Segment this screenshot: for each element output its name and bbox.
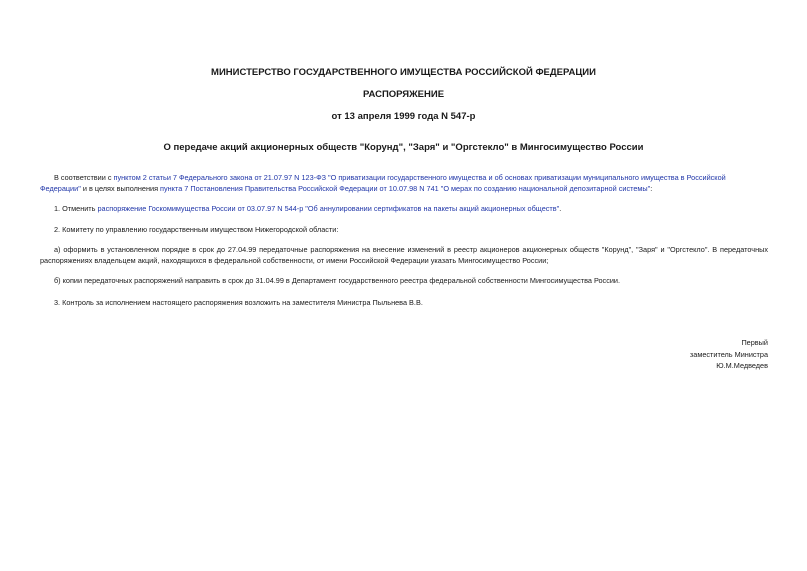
item-1-paragraph: [40, 203, 768, 214]
preamble-text: :: [650, 184, 653, 193]
document-title: О передаче акций акционерных обществ "Корунд", "Заря" и "Оргстекло" в Мингосимущество России: [163, 142, 644, 153]
item-1-text: .: [559, 204, 562, 213]
preamble-paragraph: [40, 172, 768, 194]
item-2b-paragraph: б) копии передаточных распоряжений направить в срок до 31.04.99 в Департамент государственного реестра федеральной собственности Мингосимущества России.: [54, 276, 621, 285]
item-1-text: 1. Отменить: [54, 204, 98, 213]
item-2-paragraph: 2. Комитету по управлению государственным имуществом Нижегородской области:: [54, 225, 339, 234]
government-resolution-link[interactable]: пункта 7 Постановления Правительства Российской Федерации от 10.07.98 N 741 "О мерах по созданию национальной депозитарной системы": [160, 184, 651, 193]
document-type: РАСПОРЯЖЕНИЕ: [362, 89, 445, 100]
signature-line: Первый: [741, 338, 768, 347]
signature-block: [690, 337, 768, 372]
federal-law-link[interactable]: пунктом 2 статьи 7 Федерального закона от 21.07.97 N 123-ФЗ "О приватизации государственного имущества и об основах приватизации муниципального имущества в Российской Федерации": [40, 173, 726, 193]
ministry-heading: МИНИСТЕРСТВО ГОСУДАРСТВЕННОГО ИМУЩЕСТВА РОССИЙСКОЙ ФЕДЕРАЦИИ: [211, 67, 596, 78]
gki-order-link[interactable]: распоряжение Госкомимущества России от 03.07.97 N 544-р "Об аннулировании сертификатов на пакеты акций акционерных обществ": [97, 204, 560, 213]
signatory-name: Ю.М.Медведев: [716, 361, 768, 370]
signature-line: заместитель Министра: [689, 349, 768, 359]
document-date-number: от 13 апреля 1999 года N 547-р: [331, 111, 476, 122]
preamble-text: и в целях выполнения: [80, 184, 161, 193]
item-3-paragraph: 3. Контроль за исполнением настоящего распоряжения возложить на заместителя Министра Пыльнева В.В.: [54, 298, 423, 307]
preamble-text: В соответствии с: [54, 173, 114, 182]
item-2a-paragraph: а) оформить в установленном порядке в срок до 27.04.99 передаточные распоряжения на внесение изменений в реестр акционеров акционерных обществ "Корунд", "Заря" и "Оргстекло". В передаточных распоряжениях владельцем акций, находящихся в федеральной собственности, от имени Российской Федерации указать Мингосимущество России;: [40, 245, 768, 265]
